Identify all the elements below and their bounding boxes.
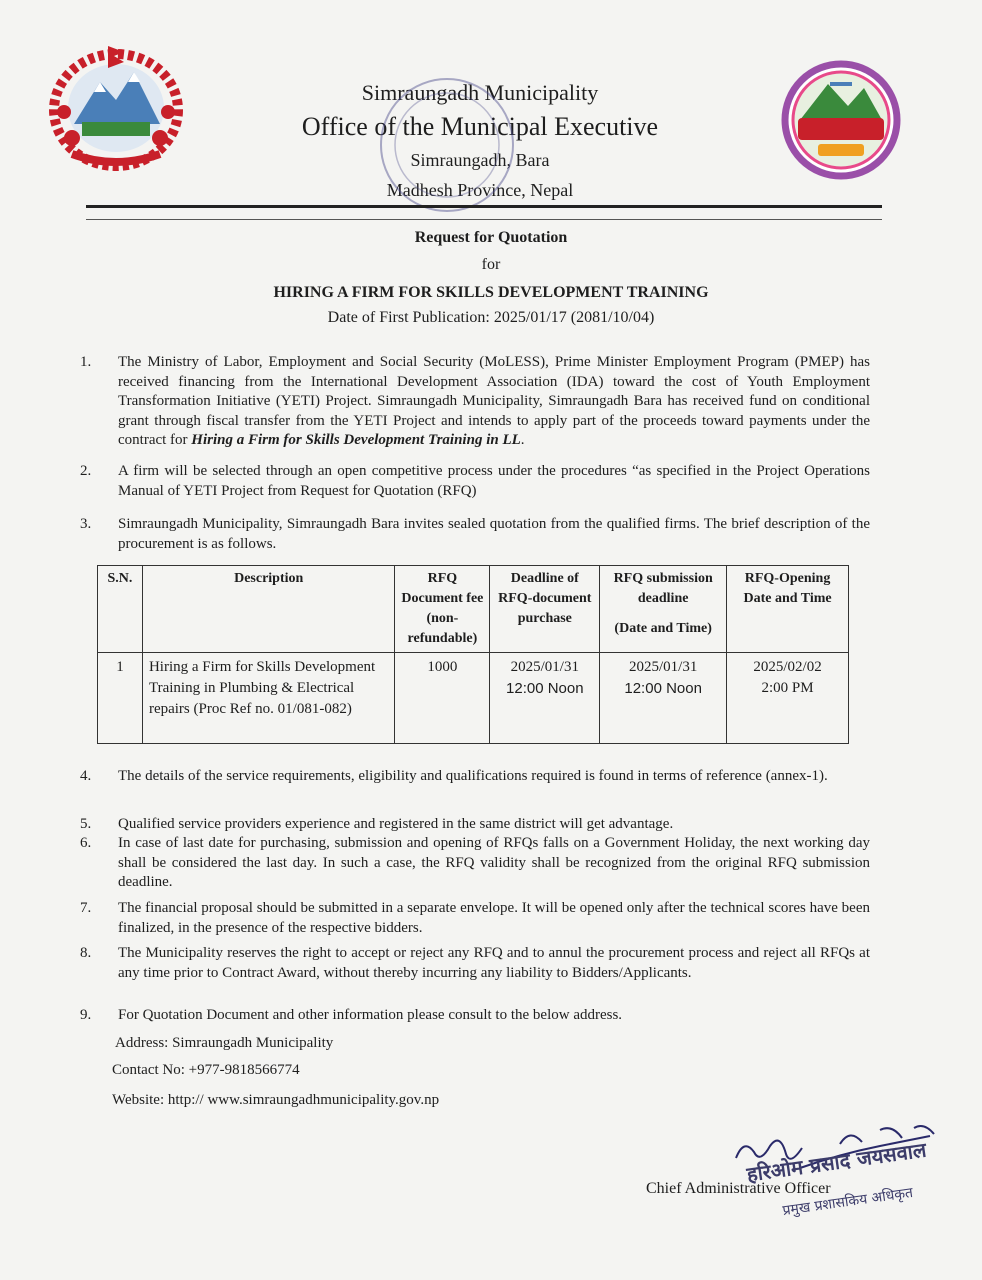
item-text: Qualified service providers experience and registered in the same district will get advantage. (118, 816, 674, 832)
list-item (80, 1006, 870, 1028)
cell-submission-deadline: 2025/01/31 12:00 Noon (600, 653, 727, 744)
procurement-table (97, 565, 849, 744)
item-number: 6. (80, 835, 92, 851)
pm-employment-program-logo (778, 60, 904, 180)
item-text: The Municipality reserves the right to accept or reject any RFQ and to annul the procurement process and reject all RFQs at any time prior to Contract Award, without thereby incurring any liability to Bidders/Applicants. (118, 945, 870, 981)
notice-title: Request for Quotation (414, 229, 568, 246)
table-header-row (98, 566, 849, 653)
list-item (80, 944, 870, 1006)
contact-address: Address: Simraungadh Municipality (115, 1035, 334, 1051)
signatory-title: Chief Administrative Officer (646, 1180, 831, 1197)
publication-date: Date of First Publication: 2025/01/17 (2081/10/04) (327, 309, 655, 326)
col-header-opening: RFQ-Opening Date and Time (727, 566, 849, 653)
col-header-submission-deadline: RFQ submission deadline (Date and Time) (600, 566, 727, 653)
item-number: 5. (80, 816, 92, 832)
cell-description: Hiring a Firm for Skills Development Training in Plumbing & Electrical repairs (Proc Ref no. 01/081-082) (142, 653, 394, 744)
item-text: A firm will be selected through an open competitive process under the procedures “as specified in the Project Operations Manual of YETI Project from Request for Quotation (RFQ) (118, 463, 870, 499)
office-name: Office of the Municipal Executive (301, 112, 659, 141)
cell-fee: 1000 (395, 653, 490, 744)
table-row (98, 653, 849, 744)
notice-subject: HIRING A FIRM FOR SKILLS DEVELOPMENT TRAINING (273, 284, 709, 301)
item-text: In case of last date for purchasing, submission and opening of RFQs falls on a Government Holiday, the next working day shall be considered the last day. In such a case, the RFQ validity shall be recognized from the original RFQ submission deadline. (118, 835, 870, 890)
col-header-submission-subtitle: (Date and Time) (614, 621, 712, 636)
notice-for: for (481, 256, 501, 273)
item-text: The financial proposal should be submitted in a separate envelope. It will be opened only after the technical scores have been finalized, in the presence of the respective bidders. (118, 900, 870, 936)
col-header-sn: S.N. (98, 566, 143, 653)
office-province: Madhesh Province, Nepal (386, 180, 574, 200)
item-number: 9. (80, 1007, 92, 1023)
item-number: 1. (80, 354, 92, 370)
list-item (80, 462, 870, 504)
signatory-stamp-name: हरिओम प्रसाद जयसवाल (745, 1137, 928, 1187)
signatory-stamp-title: प्रमुख प्रशासकिय अधिकृत (781, 1184, 914, 1220)
cell-sn: 1 (98, 653, 143, 744)
item-text: For Quotation Document and other information please consult to the below address. (118, 1007, 623, 1023)
list-item (80, 353, 870, 453)
col-header-purchase-deadline: Deadline of RFQ-document purchase (490, 566, 600, 653)
item-text: The Ministry of Labor, Employment and Social Security (MoLESS), Prime Minister Employment Program (PMEP) has received financing from the International Development Association (IDA) toward the cost of Youth Employment Transformation Initiative (YETI) Project. Simraungadh Municipality, Simraungadh Bara has received fund on conditional grant through fiscal transfer from the YETI Project and intends to apply part of the proceeds toward payments under the contract for Hiring a Firm for Skills Development Training in LL. (118, 354, 870, 448)
office-stamp-seal (372, 70, 522, 220)
col-header-description: Description (142, 566, 394, 653)
item-text: The details of the service requirements, eligibility and qualifications required is found in terms of reference (annex-1). (118, 768, 828, 784)
header-divider (86, 205, 882, 208)
header-divider-thin (86, 219, 882, 220)
list-item (80, 834, 870, 896)
item-number: 8. (80, 945, 92, 961)
contact-phone: Contact No: +977-9818566774 (112, 1062, 300, 1078)
nepal-emblem-logo (42, 42, 190, 172)
cell-purchase-deadline: 2025/01/31 12:00 Noon (490, 653, 600, 744)
list-item (80, 899, 870, 941)
col-header-document-fee: RFQ Document fee (non-refundable) (395, 566, 490, 653)
item-text: Simraungadh Municipality, Simraungadh Bara invites sealed quotation from the qualified firms. The brief description of the procurement is as follows. (118, 516, 870, 552)
contract-name-emphasis: Hiring a Firm for Skills Development Training in LL (191, 432, 521, 448)
item-number: 7. (80, 900, 92, 916)
office-location: Simraungadh, Bara (410, 150, 550, 170)
item-number: 3. (80, 516, 92, 532)
item-number: 2. (80, 463, 92, 479)
cell-opening: 2025/02/02 2:00 PM (727, 653, 849, 744)
municipality-name: Simraungadh Municipality (361, 80, 599, 105)
contact-website[interactable]: Website: http:// www.simraungadhmunicipality.gov.np (112, 1092, 440, 1108)
list-item (80, 515, 870, 557)
list-item (80, 767, 870, 809)
item-number: 4. (80, 768, 92, 784)
